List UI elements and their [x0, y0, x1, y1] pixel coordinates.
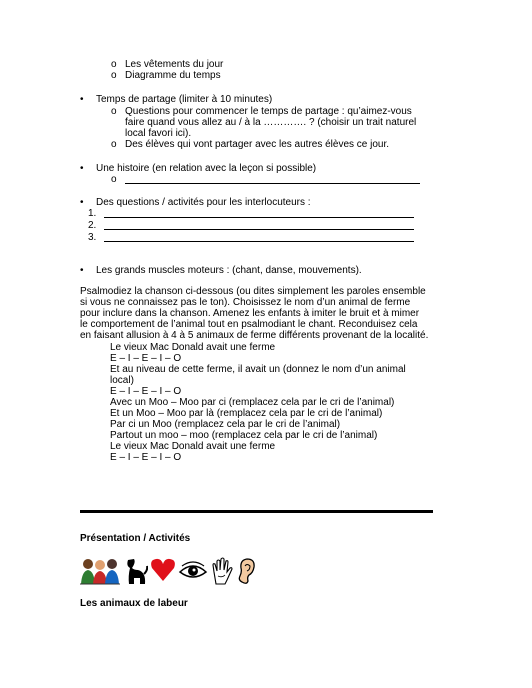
- sub-item-text: Les vêtements du jour: [125, 59, 224, 70]
- numbered-label: 2.: [88, 220, 97, 231]
- bullet-text: Des questions / activités pour les interlocuteurs :: [96, 197, 311, 208]
- bullet-icon: •: [80, 265, 84, 276]
- bullet-icon: •: [80, 197, 84, 208]
- bullet-text: Une histoire (en relation avec la leçon si possible): [96, 163, 317, 174]
- sub-item-text: Diagramme du temps: [125, 70, 221, 81]
- blank-line: [104, 241, 414, 242]
- song-line: Le vieux Mac Donald avait une ferme: [110, 342, 276, 353]
- blank-line: [104, 217, 414, 218]
- circle-bullet-icon: o: [111, 106, 117, 117]
- hand-icon: [210, 556, 234, 589]
- paragraph-line: Psalmodiez la chanson ci-dessous (ou dites simplement les paroles ensemble: [80, 286, 426, 297]
- ear-icon: [236, 556, 258, 589]
- eye-icon: [178, 556, 208, 587]
- subsection-title: Les animaux de labeur: [80, 598, 188, 609]
- bullet-text: Temps de partage (limiter à 10 minutes): [96, 94, 273, 105]
- bullet-text: Les grands muscles moteurs : (chant, danse, mouvements).: [96, 265, 362, 276]
- song-line: Par ci un Moo (remplacez cela par le cri de l’animal): [110, 419, 341, 430]
- paragraph-line: en faisant allusion à 4 à 5 animaux de ferme différents provenant de la localité.: [80, 330, 429, 341]
- sub-item-text-continued: faire quand vous allez au / à la …………. ? (choisir un trait naturel: [125, 117, 417, 128]
- song-line: Le vieux Mac Donald avait une ferme: [110, 441, 276, 452]
- circle-bullet-icon: o: [111, 70, 117, 81]
- circle-bullet-icon: o: [111, 139, 117, 150]
- paragraph-line: pour inclure dans la chanson. Amenez les enfants à imiter le bruit et à mimer: [80, 308, 420, 319]
- circle-bullet-icon: o: [111, 59, 117, 70]
- song-line: Et un Moo – Moo par là (remplacez cela par le cri de l’animal): [110, 408, 383, 419]
- sub-item-text: Des élèves qui vont partager avec les autres élèves ce jour.: [125, 139, 390, 150]
- section-divider: [80, 510, 433, 513]
- heart-icon: [150, 556, 176, 587]
- numbered-label: 3.: [88, 232, 97, 243]
- song-line: E – I – E – I – O: [110, 452, 182, 463]
- bullet-icon: •: [80, 163, 84, 174]
- song-line: local): [110, 375, 134, 386]
- sub-item-text: Questions pour commencer le temps de partage : qu’aimez-vous: [125, 106, 412, 117]
- section-title: Présentation / Activités: [80, 533, 191, 544]
- circle-bullet-icon: o: [111, 174, 117, 185]
- song-line: Et au niveau de cette ferme, il avait un (donnez le nom d’un animal: [110, 364, 406, 375]
- paragraph-line: si vous ne connaissez pas le ton). Choisissez le nom d’un animal de ferme: [80, 297, 411, 308]
- sub-item-text-continued: local favori ici).: [125, 128, 192, 139]
- people-icon: [80, 556, 120, 589]
- dog-icon: [122, 556, 148, 589]
- numbered-label: 1.: [88, 208, 97, 219]
- song-line: E – I – E – I – O: [110, 386, 182, 397]
- bullet-icon: •: [80, 94, 84, 105]
- song-line: Partout un moo – moo (remplacez cela par le cri de l’animal): [110, 430, 378, 441]
- song-line: Avec un Moo – Moo par ci (remplacez cela par le cri de l’animal): [110, 397, 395, 408]
- paragraph-line: le comportement de l’animal tout en psalmodiant le chant. Reconduisez cela: [80, 319, 418, 330]
- blank-line: [104, 229, 414, 230]
- blank-line: [125, 183, 420, 184]
- song-line: E – I – E – I – O: [110, 353, 182, 364]
